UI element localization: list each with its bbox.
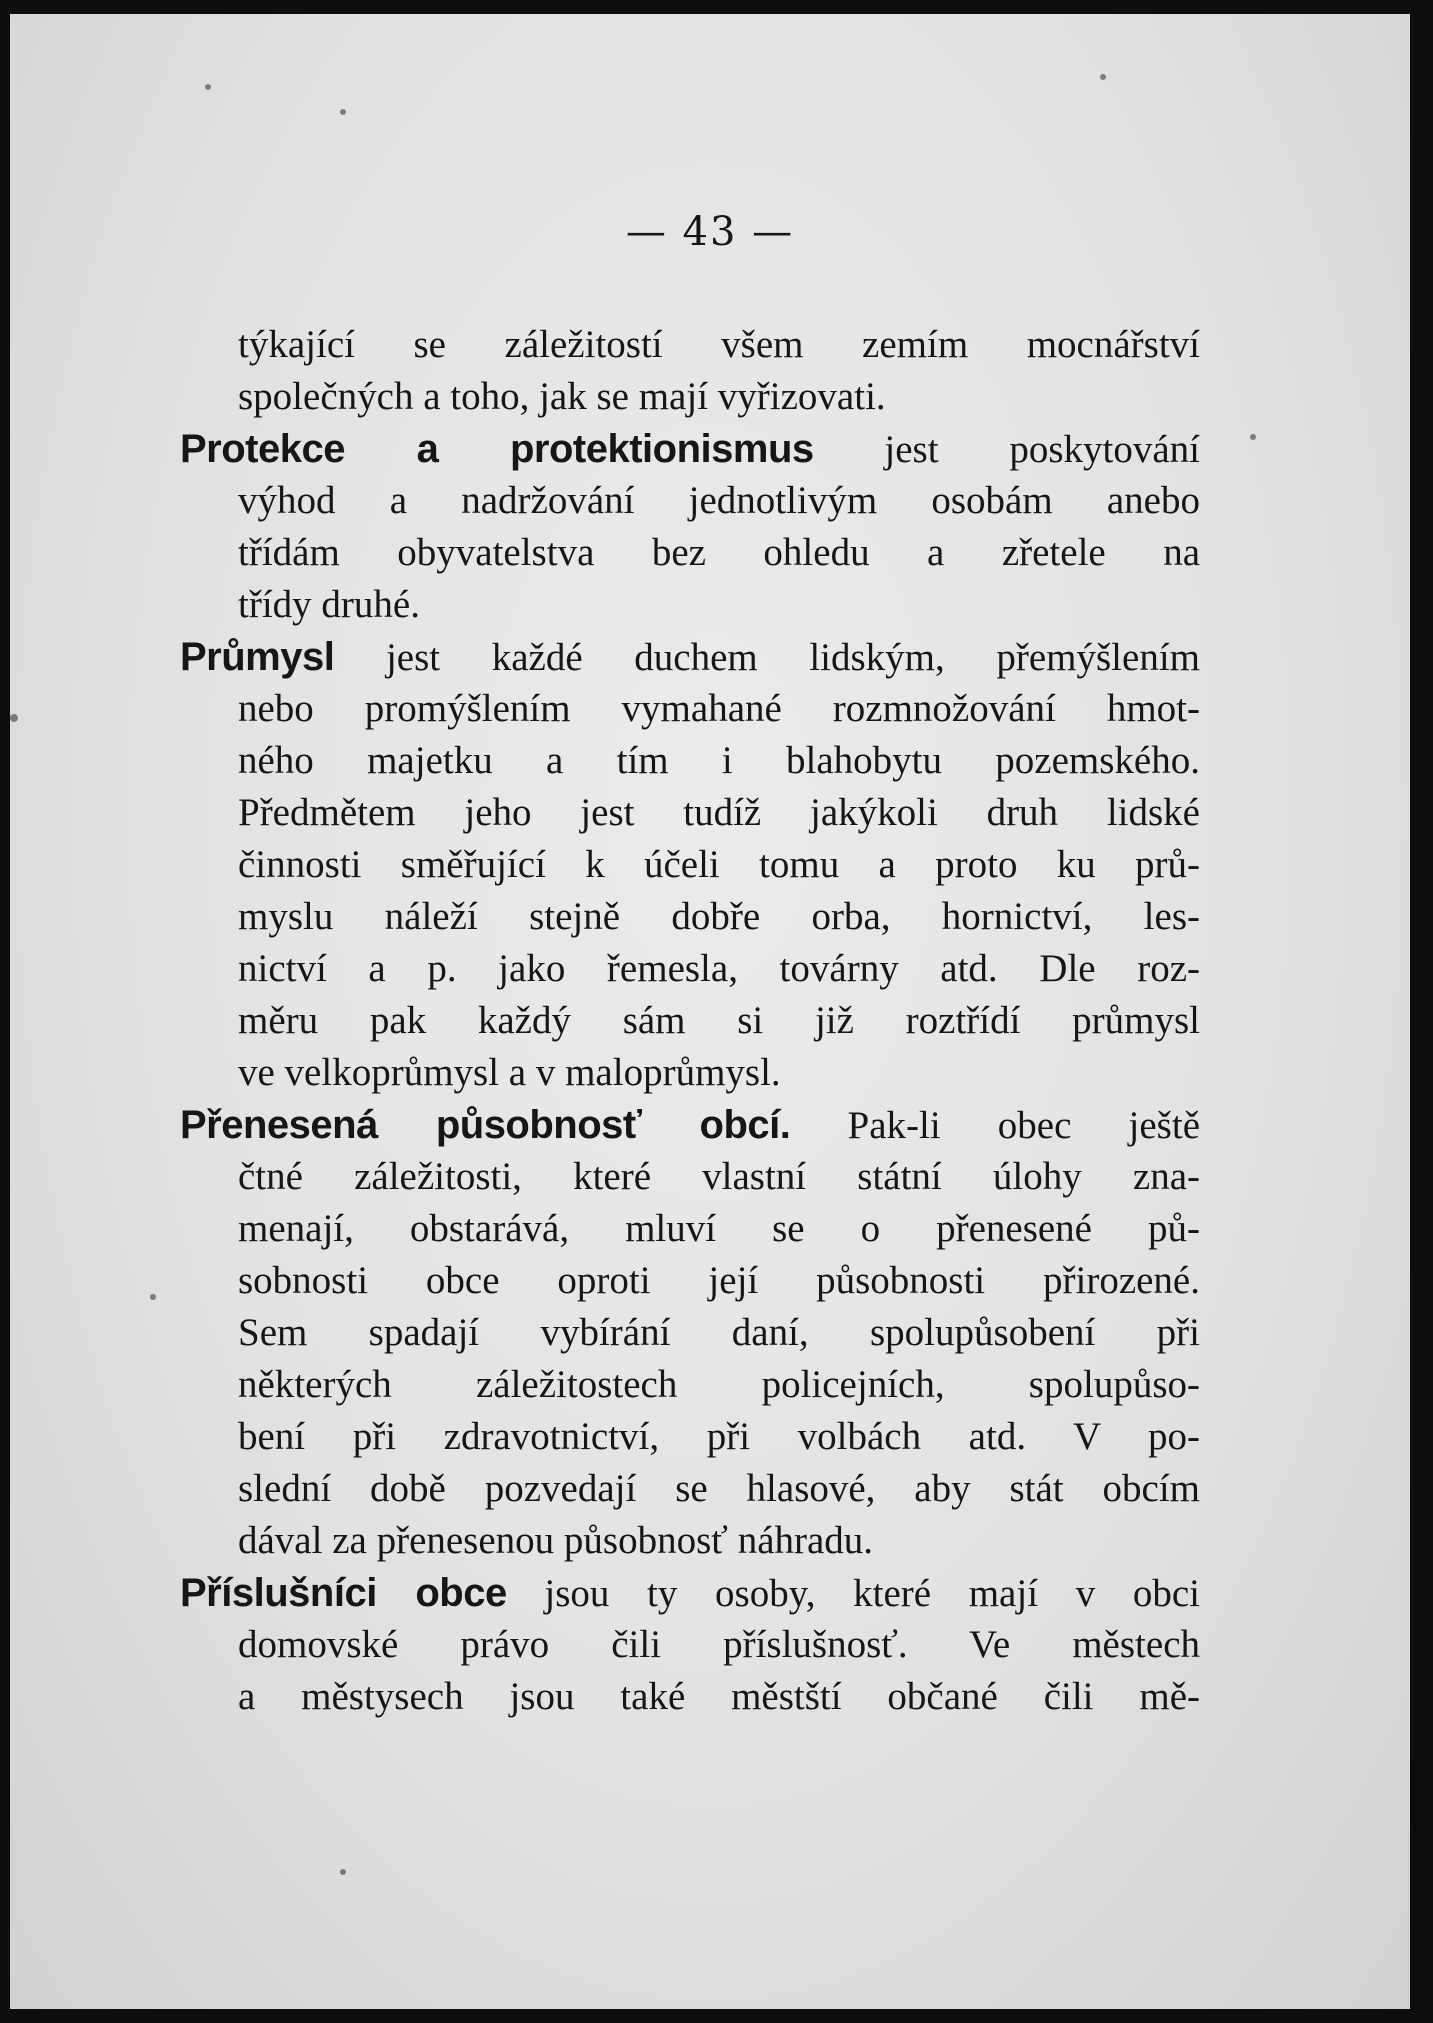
line-text: myslu náleží stejně dobře orba, hornictví, les- (238, 895, 1200, 938)
text-line (180, 1463, 1200, 1515)
line-text: výhod a nadržování jednotlivým osobám anebo (238, 479, 1200, 522)
scan-speck (10, 714, 18, 722)
entry-term: Protekce a protektionismus (180, 427, 814, 471)
line-text: třídy druhé. (238, 583, 420, 626)
line-text: nebo promýšlením vymahané rozmnožování hmot- (238, 687, 1200, 730)
line-text: a městysech jsou také městští občané čili mě- (238, 1675, 1200, 1718)
text-line (180, 1203, 1200, 1255)
book-page (10, 14, 1410, 2009)
text-line (180, 995, 1200, 1047)
line-text: některých záležitostech policejních, spolupůso- (238, 1363, 1200, 1406)
page-number: — 43 — (625, 209, 795, 255)
line-text: měru pak každý sám si již roztřídí průmysl (238, 999, 1200, 1042)
text-line (180, 1099, 1200, 1151)
body-text (180, 319, 1200, 1723)
text-line (180, 527, 1200, 579)
text-line (180, 1619, 1200, 1671)
text-line (180, 943, 1200, 995)
line-text: sobnosti obce oproti její působnosti přirozené. (238, 1259, 1200, 1302)
line-text: domovské právo čili příslušnosť. Ve městech (238, 1623, 1200, 1666)
text-line (180, 423, 1200, 475)
line-text: Předmětem jeho jest tudíž jakýkoli druh lidské (238, 791, 1200, 834)
scan-speck (340, 109, 346, 115)
scan-speck (340, 1869, 346, 1875)
line-text: jest každé duchem lidským, přemýšlením (334, 636, 1200, 679)
line-text: Sem spadají vybírání daní, spolupůsobení při (238, 1311, 1200, 1354)
line-text: Pak-li obec ještě (790, 1104, 1200, 1147)
scan-speck (1250, 434, 1256, 440)
line-text: dával za přenesenou působnosť náhradu. (238, 1519, 874, 1562)
text-line (180, 579, 1200, 631)
text-line (180, 1515, 1200, 1567)
text-line (180, 787, 1200, 839)
text-line (180, 1567, 1200, 1619)
line-text: čtné záležitosti, které vlastní státní úlohy zna- (238, 1155, 1200, 1198)
line-text: třídám obyvatelstva bez ohledu a zřetele na (238, 531, 1200, 574)
text-line (180, 475, 1200, 527)
line-text: ného majetku a tím i blahobytu pozemského. (238, 739, 1200, 782)
text-line (180, 1151, 1200, 1203)
text-line (180, 1411, 1200, 1463)
line-text: nictví a p. jako řemesla, továrny atd. Dle roz- (238, 947, 1200, 990)
text-line (180, 1047, 1200, 1099)
line-text: společných a toho, jak se mají vyřizovati. (238, 375, 886, 418)
line-text: jsou ty osoby, které mají v obci (506, 1572, 1200, 1615)
entry-term: Příslušníci obce (180, 1571, 507, 1615)
text-line (180, 631, 1200, 683)
entry-term: Přenesená působnosť obcí. (180, 1103, 791, 1147)
text-line (180, 735, 1200, 787)
line-text: slední době pozvedají se hlasové, aby stát obcím (238, 1467, 1200, 1510)
text-line (180, 1255, 1200, 1307)
line-text: jest poskytování (813, 428, 1200, 471)
line-text: ve velkoprůmysl a v maloprůmysl. (238, 1051, 781, 1094)
line-text: týkající se záležitostí všem zemím mocnářství (238, 323, 1200, 366)
text-line (180, 891, 1200, 943)
text-line (180, 1671, 1200, 1723)
line-text: menají, obstarává, mluví se o přenesené pů- (238, 1207, 1200, 1250)
scan-speck (1100, 74, 1106, 80)
text-line (180, 319, 1200, 371)
text-line (180, 371, 1200, 423)
line-text: činnosti směřující k účeli tomu a proto ku prů- (238, 843, 1200, 886)
text-line (180, 839, 1200, 891)
text-line (180, 1307, 1200, 1359)
line-text: bení při zdravotnictví, při volbách atd. V po- (238, 1415, 1200, 1458)
scan-speck (205, 84, 211, 90)
text-line (180, 683, 1200, 735)
entry-term: Průmysl (180, 635, 335, 679)
text-line (180, 1359, 1200, 1411)
scan-speck (150, 1294, 156, 1300)
